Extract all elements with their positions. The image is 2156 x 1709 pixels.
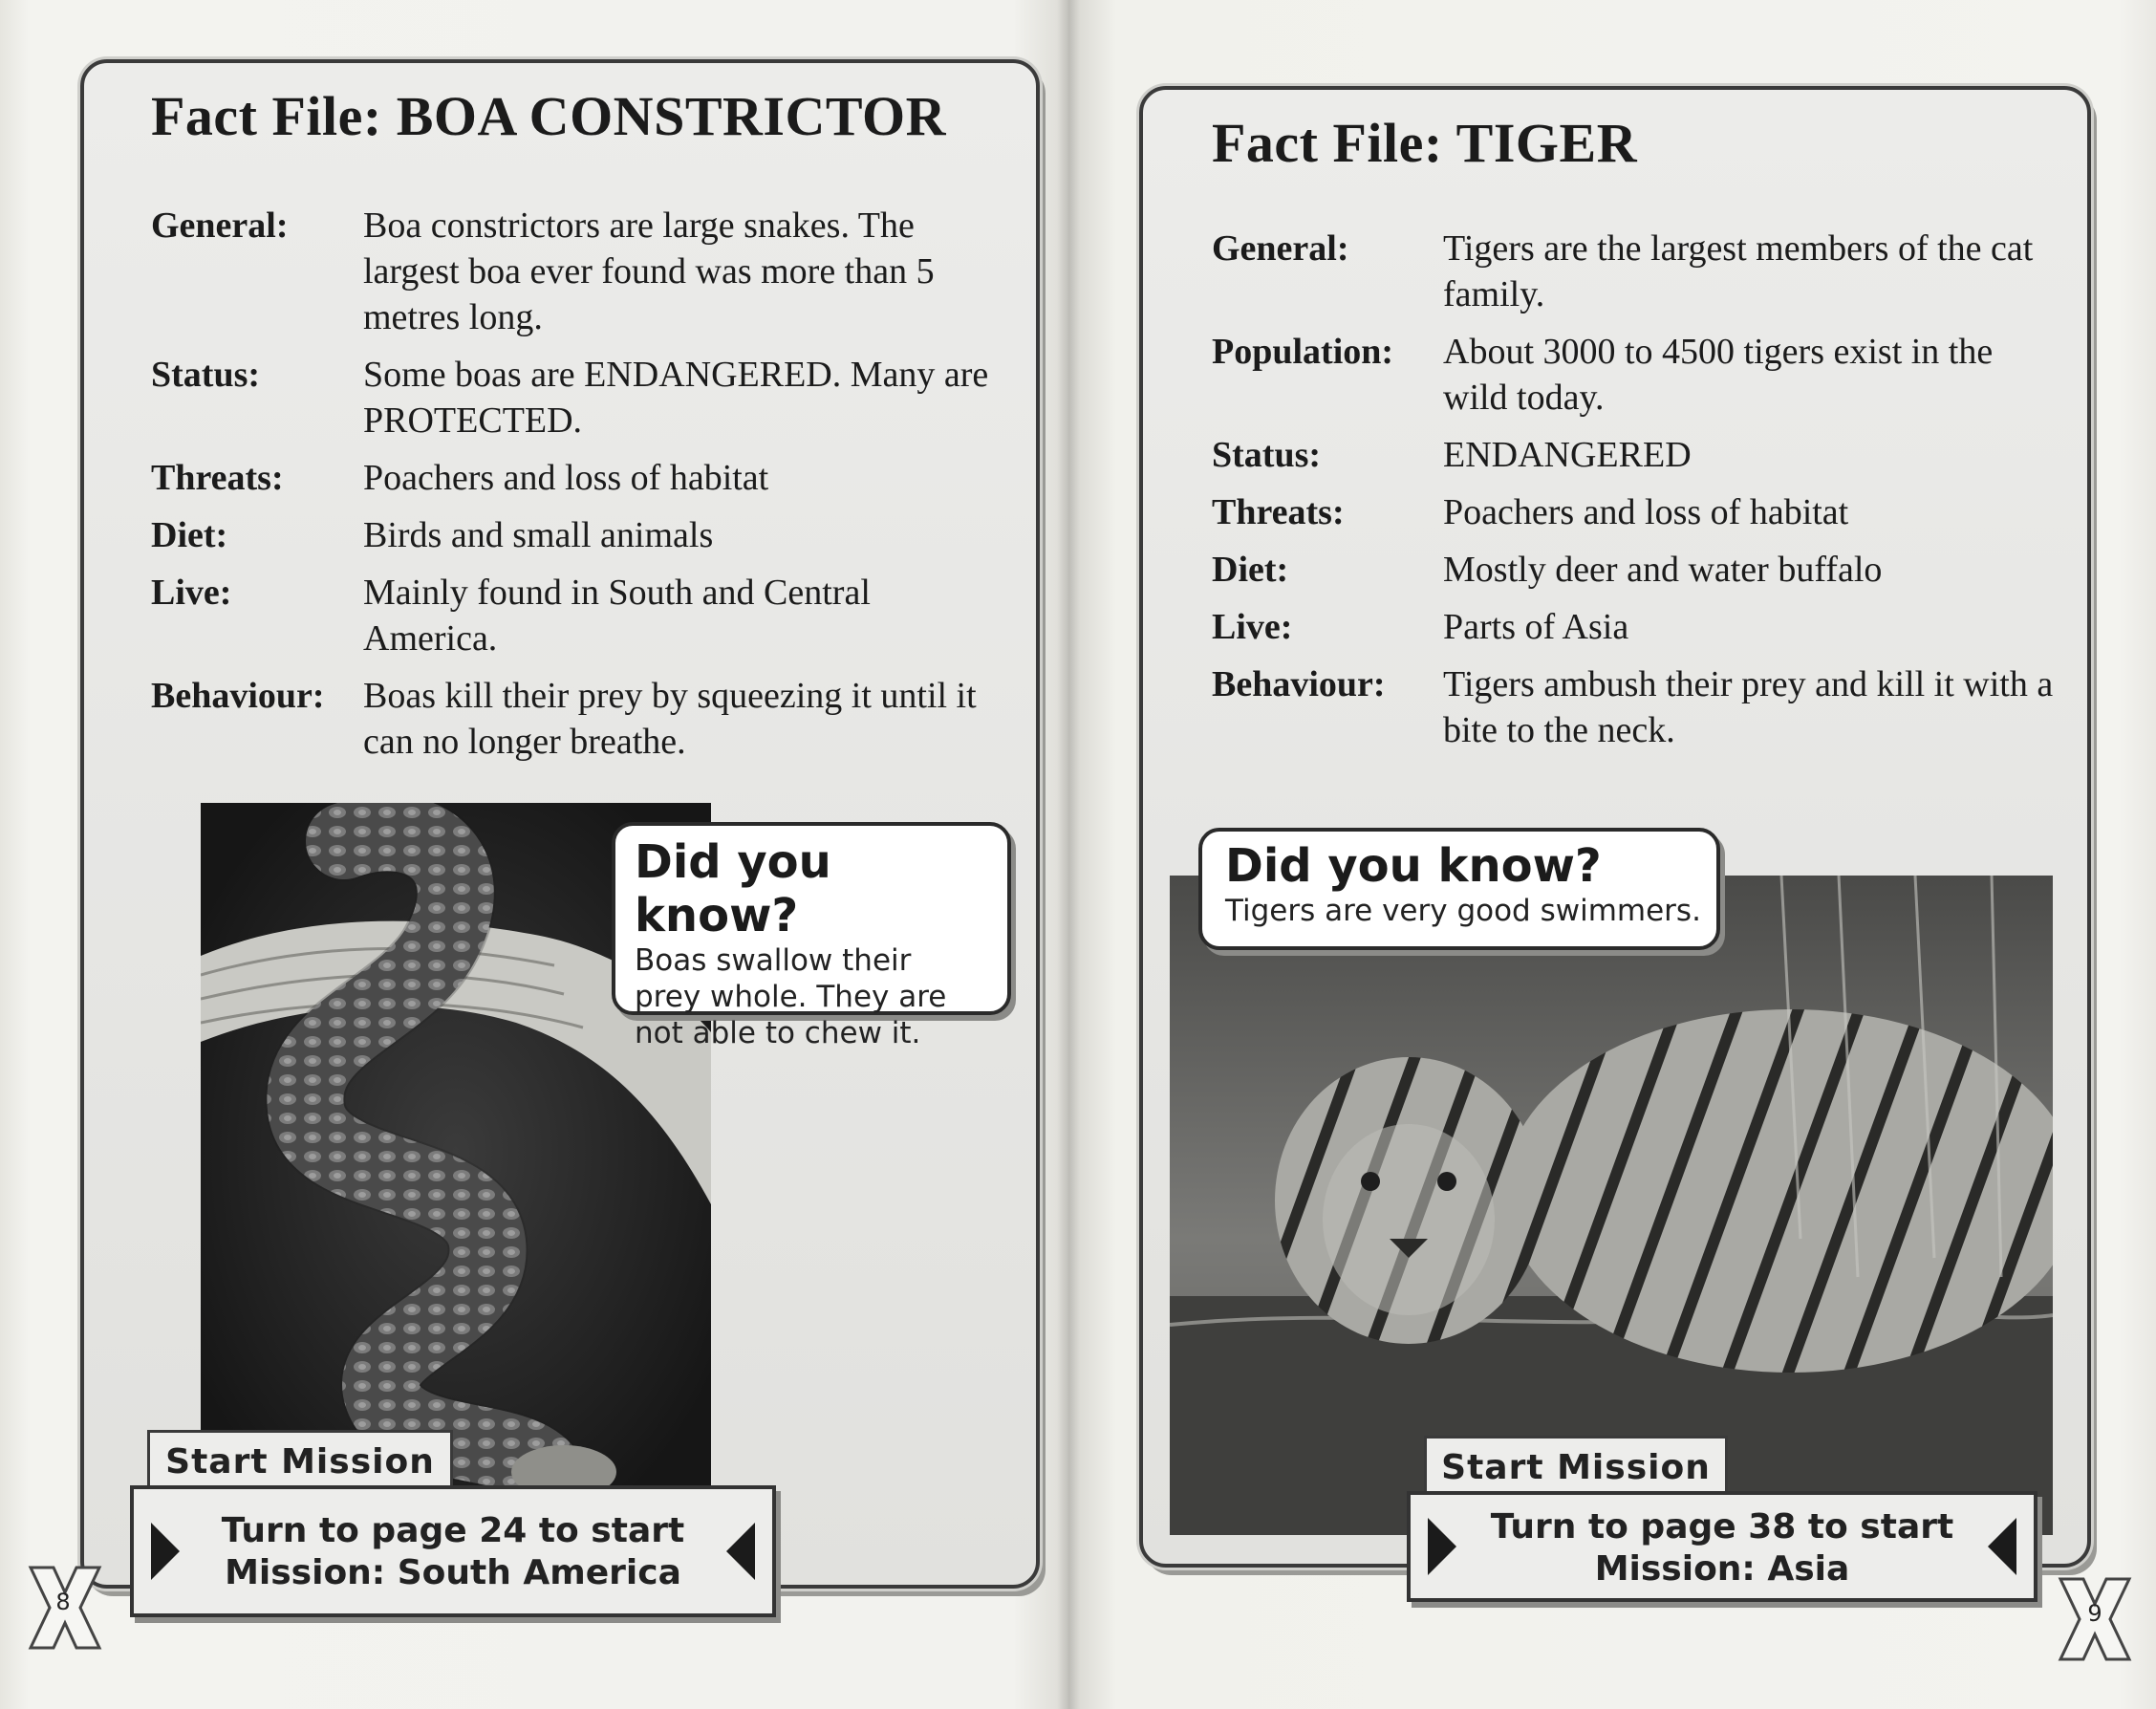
mission-banner[interactable] [1407, 1491, 2037, 1602]
did-you-know-line-3: not able to chew it. [635, 1016, 921, 1050]
fact-row [1212, 329, 2062, 432]
fact-value: Some boas are ENDANGERED. Many are PROTECTED. [363, 355, 989, 441]
did-you-know-line-2: prey whole. They are [635, 980, 947, 1014]
right-arrow-icon [726, 1523, 755, 1580]
fact-label: Diet: [151, 515, 228, 555]
fact-file-title: Fact File: TIGER [1212, 112, 1638, 174]
did-you-know-bubble [612, 822, 1011, 1050]
fact-row [1212, 226, 2062, 329]
fact-value: Birds and small animals [363, 515, 714, 555]
did-you-know-line-1: Tigers are very good swimmers. [1225, 894, 1701, 928]
fact-value: Mostly deer and water buffalo [1443, 550, 1883, 590]
page-number: 8 [55, 1589, 71, 1615]
fact-table [151, 203, 1002, 776]
left-arrow-icon [1428, 1518, 1456, 1575]
fact-row [1212, 604, 2062, 661]
fact-label: Population: [1212, 332, 1394, 372]
fact-file-title: Fact File: BOA CONSTRICTOR [151, 85, 946, 147]
mission-banner-line-1: Turn to page 38 to start [1490, 1507, 1954, 1547]
fact-value: Parts of Asia [1443, 607, 1629, 647]
did-you-know-heading: Did you know? [1225, 839, 1602, 893]
fact-value: Mainly found in South and Central America. [363, 573, 871, 659]
fact-value: ENDANGERED [1443, 435, 1692, 475]
fact-row [1212, 661, 2062, 765]
did-you-know-line-1: Boas swallow their [635, 943, 912, 978]
left-arrow-icon [151, 1523, 180, 1580]
fact-label: Status: [151, 355, 261, 395]
fact-label: Live: [1212, 607, 1293, 647]
fact-row [151, 570, 1002, 673]
mission-banner-line-2: Mission: Asia [1594, 1549, 1850, 1589]
mission-banner-line-2: Mission: South America [225, 1553, 681, 1592]
fact-label: Behaviour: [1212, 664, 1386, 704]
page-number: 9 [2087, 1600, 2102, 1627]
start-mission-tab: Start Mission [1424, 1436, 1728, 1495]
fact-label: General: [151, 206, 289, 246]
right-arrow-icon [1988, 1518, 2016, 1575]
fact-row [1212, 489, 2062, 547]
fact-label: Live: [151, 573, 232, 613]
mission-banner-line-1: Turn to page 24 to start [221, 1511, 685, 1550]
start-mission-tab: Start Mission [147, 1430, 453, 1489]
did-you-know-bubble [1198, 828, 1720, 950]
fact-value: Tigers ambush their prey and kill it with a bite to the neck. [1443, 664, 2054, 750]
fact-table [1212, 226, 2062, 765]
fact-label: Status: [1212, 435, 1322, 475]
fact-value: Boa constrictors are large snakes. The largest boa ever found was more than 5 metres long. [363, 206, 935, 337]
fact-label: Threats: [1212, 492, 1345, 532]
did-you-know-heading: Did you know? [635, 835, 831, 942]
fact-label: Threats: [151, 458, 284, 498]
fact-row [151, 512, 1002, 570]
fact-value: Tigers are the largest members of the cat family. [1443, 228, 2034, 314]
book-spine [1057, 0, 1080, 1709]
fact-label: Behaviour: [151, 676, 325, 716]
fact-row [1212, 547, 2062, 604]
fact-label: Diet: [1212, 550, 1289, 590]
fact-row [1212, 432, 2062, 489]
fact-row [151, 673, 1002, 776]
fact-value: Poachers and loss of habitat [1443, 492, 1849, 532]
fact-row [151, 203, 1002, 352]
mission-banner[interactable] [130, 1485, 776, 1617]
fact-row [151, 455, 1002, 512]
fact-value: About 3000 to 4500 tigers exist in the wild today. [1443, 332, 1994, 418]
fact-value: Boas kill their prey by squeezing it until it can no longer breathe. [363, 676, 977, 762]
fact-value: Poachers and loss of habitat [363, 458, 769, 498]
fact-label: General: [1212, 228, 1349, 269]
fact-row [151, 352, 1002, 455]
